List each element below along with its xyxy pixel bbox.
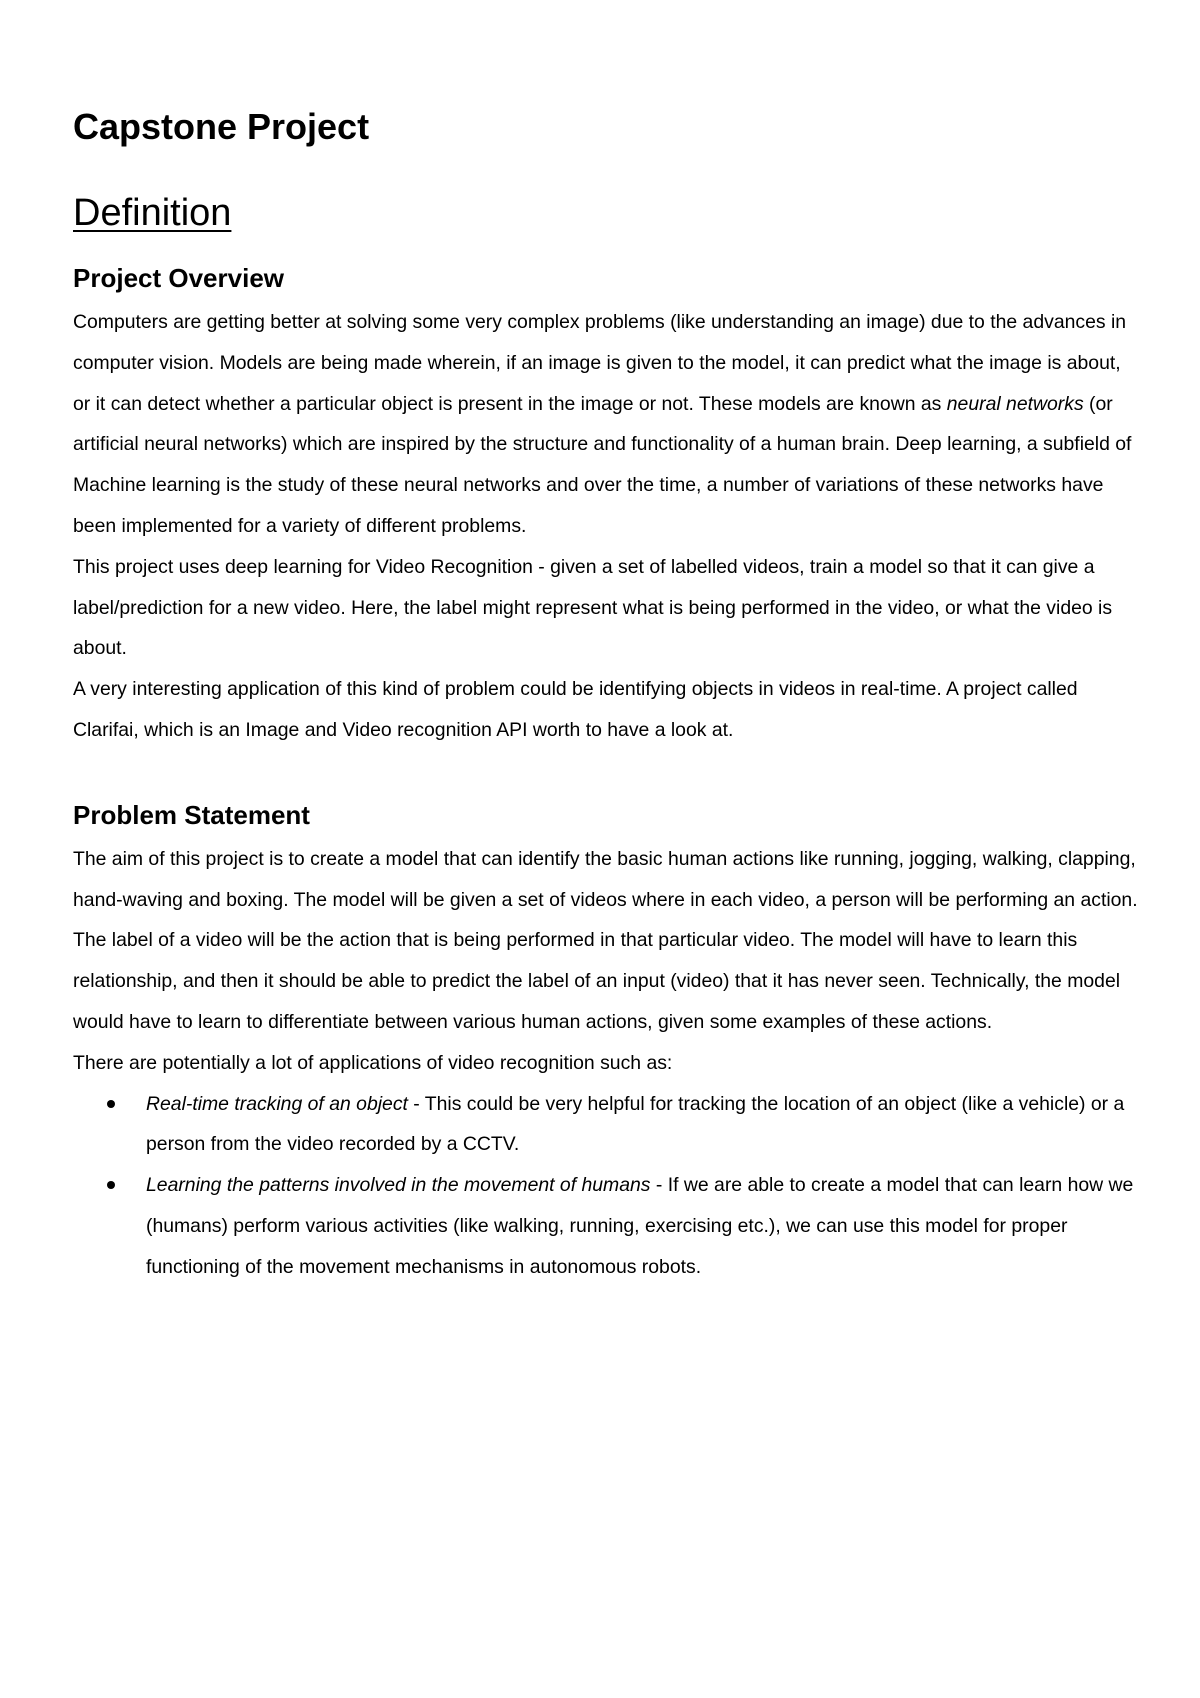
problem-paragraph-1: The aim of this project is to create a model that can identify the basic human actions like running, jogging, walking, clapping, hand-waving and boxing. The model will be given a set of videos where in each video, a person will be performing an action. The label of a video will be the action that is being performed in that particular video. The model will have to learn this relationship, and then it should be able to predict the label of an input (video) that it has never seen. Technically, the model would have to learn to differentiate between various human actions, given some examples of these actions. [73,847,1138,1033]
bullet-icon [107,1181,115,1189]
overview-paragraph-1-emphasis: neural networks [946,392,1084,415]
list-item-text: - If we are able to create a model that can learn how we (humans) perform various activities (like walking, running, exercising etc.), we can use this model for proper functioning of the movement mechanisms in autonomous robots. [146,1174,1134,1278]
problem-paragraph-2: There are potentially a lot of applications of video recognition such as: [73,1051,673,1074]
overview-paragraph-2: This project uses deep learning for Video Recognition - given a set of labelled videos, train a model so that it can give a label/prediction for a new video. Here, the label might represent what is being performed in the video, or what the video is about. [73,555,1113,660]
overview-paragraph-1-text-a: Computers are getting better at solving some very complex problems (like understanding an image) due to the advances in computer vision. Models are being made wherein, if an image is given to the model, it can predict what the image is about, or it can detect whether a particular object is present in the image or not. These models are known as [73,311,1127,415]
list-item-emphasis: Learning the patterns involved in the movement of humans [146,1174,651,1197]
list-item-emphasis: Real-time tracking of an object [146,1092,408,1115]
applications-list [73,1084,1140,1288]
overview-paragraph-1-text-b: (or artificial neural networks) which are inspired by the structure and functionality of a human brain. Deep learning, a subfield of Machine learning is the study of these neural networks and over the time, a number of variations of these networks have been implemented for a variety of different problems. [73,392,1132,537]
overview-paragraph-1 [73,302,1140,547]
problem-statement-heading: Problem Statement [73,799,310,830]
project-overview-heading: Project Overview [73,263,284,293]
overview-paragraph-3: A very interesting application of this kind of problem could be identifying objects in videos in real-time. A project called Clarifai, which is an Image and Video recognition API worth to have a look at. [73,678,1078,741]
list-item [146,1084,1140,1166]
document-title: Capstone Project [73,106,370,147]
list-item [146,1165,1140,1287]
list-item-text: - This could be very helpful for tracking the location of an object (like a vehicle) or a person from the video recorded by a CCTV. [146,1092,1125,1156]
definition-heading: Definition [73,192,232,234]
bullet-icon [107,1100,115,1108]
